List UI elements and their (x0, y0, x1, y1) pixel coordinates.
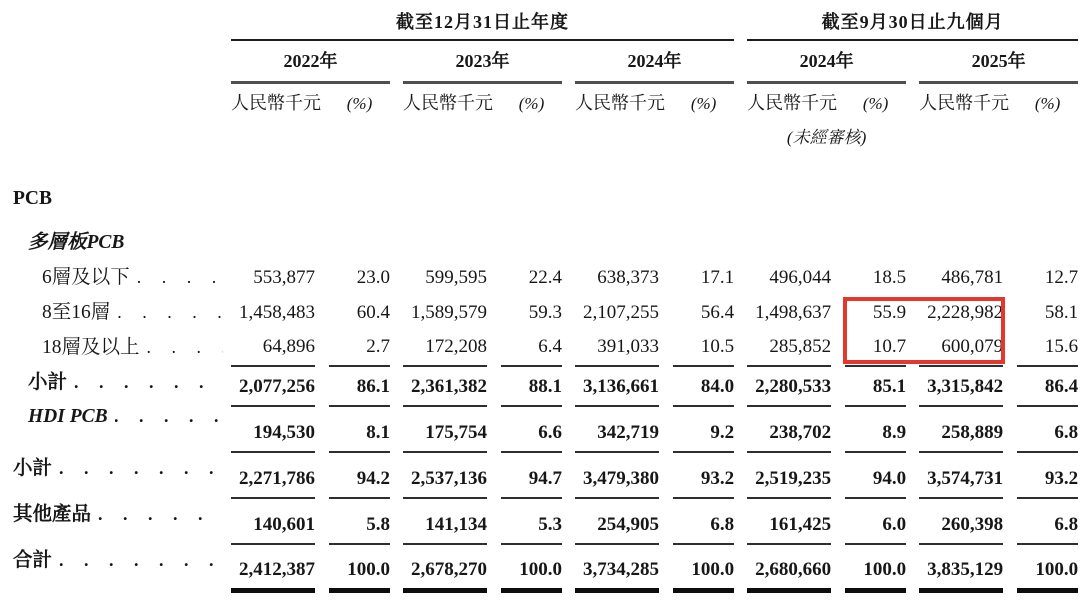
value-cell: 3,734,285 (575, 544, 659, 590)
value-cell: 2,280,533 (747, 366, 831, 406)
revenue-table (0, 8, 1078, 593)
pct-cell: 55.9 (872, 302, 907, 323)
units-header-row (0, 82, 1078, 118)
pct-cell: 6.8 (1017, 406, 1078, 452)
value-cell: 2,412,387 (231, 544, 315, 590)
pct-cell: 93.2 (1017, 452, 1078, 498)
pct-cell (673, 188, 734, 226)
value-cell: 3,136,661 (575, 366, 659, 406)
table-row (0, 261, 1078, 296)
value-cell: 2,271,786 (231, 452, 315, 498)
revenue-table-grid (0, 8, 1078, 593)
dot-leader (59, 550, 223, 571)
table-row (0, 296, 1078, 331)
table-row (0, 188, 1078, 226)
pct-cell: 6.8 (1017, 498, 1078, 544)
pct-cell: 59.3 (528, 302, 562, 323)
value-cell: 486,781 (941, 267, 1004, 288)
row-label (0, 544, 231, 579)
unaudited-note-row (0, 118, 1078, 152)
pct-cell: 56.4 (700, 302, 735, 323)
value-cell: 3,835,129 (919, 544, 1003, 590)
pct-cell: 94.0 (845, 452, 906, 498)
row-label-text: PCB (13, 188, 52, 209)
value-cell: 2,680,660 (747, 544, 831, 590)
value-cell (403, 226, 487, 261)
value-cell: 172,208 (403, 331, 487, 366)
pct-cell: 15.6 (1017, 331, 1078, 366)
value-cell: 391,033 (575, 331, 659, 366)
pct-cell: 100.0 (501, 544, 562, 590)
value-cell: 600,079 (919, 331, 1003, 366)
value-cell: 285,852 (747, 331, 831, 366)
pct-cell: 6.0 (845, 498, 906, 544)
pct-cell: 10.5 (673, 331, 734, 366)
dot-leader (98, 504, 223, 525)
table-body (0, 188, 1078, 590)
value-cell: 3,479,380 (575, 452, 659, 498)
row-label (0, 261, 231, 296)
row-label (0, 226, 231, 261)
period-header-interim: 截至9月30日止九個月 (747, 8, 1078, 40)
value-cell: 2,537,136 (403, 452, 487, 498)
value-cell: 175,754 (403, 406, 487, 452)
pct-cell: 6.8 (673, 498, 734, 544)
pct-cell (1017, 226, 1078, 261)
row-label (0, 452, 231, 487)
table-row (0, 406, 1078, 452)
value-cell: 496,044 (769, 267, 832, 288)
value-cell: 3,315,842 (919, 366, 1003, 406)
value-cell: 2,107,255 (583, 302, 659, 323)
value-cell (231, 188, 315, 226)
value-cell: 638,373 (597, 267, 659, 288)
pct-cell: 100.0 (673, 544, 734, 590)
period-header-annual: 截至12月31日止年度 (231, 8, 734, 40)
table-row (0, 226, 1078, 261)
unit-header: 人民幣千元 (747, 93, 838, 113)
pct-cell: 100.0 (329, 544, 390, 590)
row-label-text: 6層及以下 (42, 267, 130, 288)
dot-leader (147, 337, 223, 358)
pct-header: (%) (1034, 94, 1061, 113)
row-label-text: 18層及以上 (42, 337, 140, 358)
dot-leader (74, 372, 223, 393)
unit-header: 人民幣千元 (575, 93, 665, 113)
value-cell: 553,877 (253, 267, 315, 288)
table-row (0, 366, 1078, 406)
dot-leader (59, 458, 223, 479)
value-cell: 342,719 (575, 406, 659, 452)
value-cell: 2,077,256 (231, 366, 315, 406)
pct-cell: 6.4 (501, 331, 562, 366)
value-cell (231, 226, 315, 261)
pct-cell: 10.7 (845, 331, 906, 366)
value-cell: 258,889 (919, 406, 1003, 452)
value-cell: 238,702 (747, 406, 831, 452)
table-row (0, 498, 1078, 544)
table-row (0, 331, 1078, 366)
pct-cell: 94.7 (501, 452, 562, 498)
pct-cell: 94.2 (329, 452, 390, 498)
value-cell: 1,498,637 (755, 302, 832, 323)
unit-header: 人民幣千元 (403, 93, 493, 113)
value-cell: 2,519,235 (747, 452, 831, 498)
value-cell (747, 188, 831, 226)
pct-cell: 8.9 (845, 406, 906, 452)
year-header-2022: 2022年 (231, 40, 390, 82)
pct-cell: 100.0 (1017, 544, 1078, 590)
unit-header: 人民幣千元 (919, 93, 1010, 113)
value-cell: 3,574,731 (919, 452, 1003, 498)
pct-cell: 100.0 (845, 544, 906, 590)
row-label (0, 406, 231, 435)
table-row (0, 452, 1078, 498)
pct-header: (%) (346, 94, 373, 113)
pct-cell (501, 226, 562, 261)
pct-header: (%) (690, 94, 717, 113)
pct-header: (%) (862, 94, 889, 113)
value-cell (403, 188, 487, 226)
value-cell: 140,601 (231, 498, 315, 544)
pct-cell: 86.4 (1017, 366, 1078, 406)
year-header-2024: 2024年 (575, 40, 734, 82)
pct-cell: 86.1 (329, 366, 390, 406)
pct-cell: 9.2 (673, 406, 734, 452)
row-label-text: HDI PCB (28, 406, 108, 427)
value-cell: 1,589,579 (411, 302, 487, 323)
row-label (0, 366, 231, 401)
row-label (0, 296, 231, 331)
pct-cell: 2.7 (329, 331, 390, 366)
pct-cell (1017, 188, 1078, 226)
value-cell: 2,228,982 (927, 302, 1004, 323)
row-label-text: 小計 (28, 372, 68, 393)
value-cell: 254,905 (575, 498, 659, 544)
pct-cell: 8.1 (329, 406, 390, 452)
dot-leader (137, 267, 223, 288)
value-cell: 260,398 (919, 498, 1003, 544)
value-cell: 2,361,382 (403, 366, 487, 406)
year-header-2025-9m: 2025年 (919, 40, 1078, 82)
pct-cell (329, 188, 390, 226)
pct-cell: 18.5 (872, 267, 907, 288)
row-label-text: 合計 (13, 550, 53, 571)
unit-header: 人民幣千元 (231, 93, 321, 113)
dot-leader (117, 302, 223, 323)
pct-cell: 22.4 (528, 267, 562, 288)
row-label (0, 188, 231, 217)
pct-cell: 85.1 (845, 366, 906, 406)
value-cell: 141,134 (403, 498, 487, 544)
pct-cell: 17.1 (700, 267, 735, 288)
row-label (0, 498, 231, 533)
value-cell: 1,458,483 (239, 302, 315, 323)
row-label-text: 多層板PCB (28, 232, 125, 253)
value-cell (919, 226, 1003, 261)
value-cell (575, 226, 659, 261)
value-cell (747, 226, 831, 261)
unaudited-note: (未經審核) (786, 128, 867, 147)
row-label-text: 其他產品 (13, 504, 92, 525)
pct-cell: 23.0 (356, 267, 390, 288)
pct-cell: 84.0 (673, 366, 734, 406)
pct-cell: 12.7 (1044, 267, 1079, 288)
row-label-text: 小計 (13, 458, 53, 479)
value-cell (919, 188, 1003, 226)
pct-cell: 88.1 (501, 366, 562, 406)
dot-leader (115, 406, 223, 427)
value-cell: 2,678,270 (403, 544, 487, 590)
pct-cell: 5.8 (329, 498, 390, 544)
year-header-2023: 2023年 (403, 40, 562, 82)
value-cell (575, 188, 659, 226)
value-cell: 161,425 (747, 498, 831, 544)
row-label-text: 8至16層 (42, 302, 111, 323)
pct-cell (501, 188, 562, 226)
year-header-row (0, 40, 1078, 82)
value-cell: 599,595 (425, 267, 487, 288)
pct-cell: 60.4 (356, 302, 390, 323)
value-cell: 194,530 (231, 406, 315, 452)
table-row (0, 544, 1078, 590)
pct-cell: 93.2 (673, 452, 734, 498)
pct-cell (845, 226, 906, 261)
value-cell: 64,896 (231, 331, 315, 366)
pct-cell: 58.1 (1044, 302, 1079, 323)
year-header-2024-9m: 2024年 (747, 40, 906, 82)
period-header-row (0, 8, 1078, 40)
pct-cell (673, 226, 734, 261)
pct-cell: 6.6 (501, 406, 562, 452)
pct-cell (329, 226, 390, 261)
pct-cell (845, 188, 906, 226)
pct-header: (%) (518, 94, 545, 113)
pct-cell: 5.3 (501, 498, 562, 544)
row-label (0, 331, 231, 366)
